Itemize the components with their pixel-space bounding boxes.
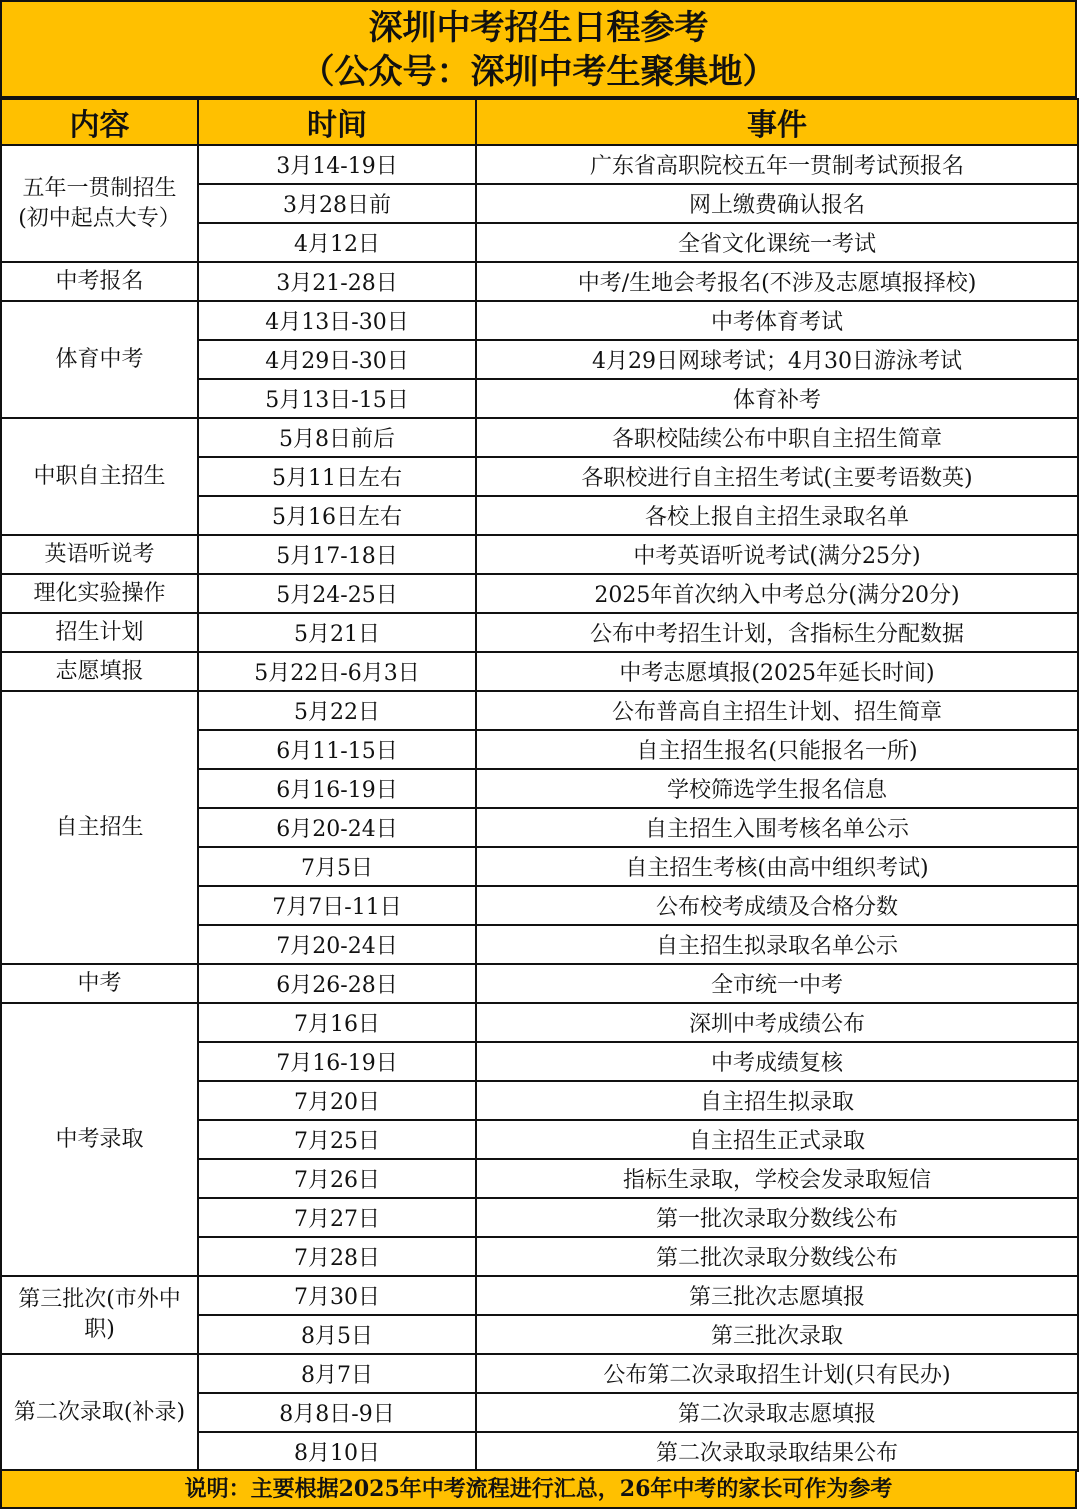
event-cell: 自主招生入围考核名单公示	[476, 808, 1078, 847]
time-cell: 8月7日	[198, 1354, 476, 1393]
time-cell: 7月20-24日	[198, 925, 476, 964]
event-cell: 中考英语听说考试(满分25分)	[476, 535, 1078, 574]
event-cell: 自主招生拟录取	[476, 1081, 1078, 1120]
time-cell: 7月26日	[198, 1159, 476, 1198]
event-cell: 自主招生报名(只能报名一所)	[476, 730, 1078, 769]
event-cell: 中考成绩复核	[476, 1042, 1078, 1081]
event-cell: 全省文化课统一考试	[476, 223, 1078, 262]
time-cell: 6月16-19日	[198, 769, 476, 808]
event-cell: 第二次录取录取结果公布	[476, 1432, 1078, 1471]
time-cell: 8月5日	[198, 1315, 476, 1354]
category-cell: 理化实验操作	[1, 574, 198, 613]
time-cell: 7月16-19日	[198, 1042, 476, 1081]
category-cell: 志愿填报	[1, 652, 198, 691]
time-cell: 7月16日	[198, 1003, 476, 1042]
event-cell: 自主招生正式录取	[476, 1120, 1078, 1159]
footer-note: 说明：主要根据2025年中考流程进行汇总，26年中考的家长可作为参考	[0, 1469, 1077, 1509]
time-cell: 8月8日-9日	[198, 1393, 476, 1432]
table-row	[1, 652, 1078, 691]
time-cell: 8月10日	[198, 1432, 476, 1471]
category-cell: 中职自主招生	[1, 418, 198, 535]
event-cell: 4月29日网球考试；4月30日游泳考试	[476, 340, 1078, 379]
event-cell: 自主招生考核(由高中组织考试)	[476, 847, 1078, 886]
event-cell: 第二次录取志愿填报	[476, 1393, 1078, 1432]
event-cell: 第一批次录取分数线公布	[476, 1198, 1078, 1237]
table-row	[1, 574, 1078, 613]
time-cell: 5月16日左右	[198, 496, 476, 535]
header-event: 事件	[476, 99, 1078, 145]
time-cell: 4月12日	[198, 223, 476, 262]
schedule-body	[1, 145, 1078, 1471]
time-cell: 7月20日	[198, 1081, 476, 1120]
time-cell: 6月20-24日	[198, 808, 476, 847]
time-cell: 7月30日	[198, 1276, 476, 1315]
time-cell: 5月22日-6月3日	[198, 652, 476, 691]
time-cell: 4月13日-30日	[198, 301, 476, 340]
event-cell: 中考体育考试	[476, 301, 1078, 340]
time-cell: 5月22日	[198, 691, 476, 730]
time-cell: 6月26-28日	[198, 964, 476, 1003]
time-cell: 5月24-25日	[198, 574, 476, 613]
category-cell: 中考报名	[1, 262, 198, 301]
time-cell: 7月28日	[198, 1237, 476, 1276]
event-cell: 公布中考招生计划，含指标生分配数据	[476, 613, 1078, 652]
event-cell: 第三批次志愿填报	[476, 1276, 1078, 1315]
event-cell: 中考志愿填报(2025年延长时间)	[476, 652, 1078, 691]
category-cell: 招生计划	[1, 613, 198, 652]
event-cell: 学校筛选学生报名信息	[476, 769, 1078, 808]
time-cell: 3月14-19日	[198, 145, 476, 184]
event-cell: 广东省高职院校五年一贯制考试预报名	[476, 145, 1078, 184]
event-cell: 公布校考成绩及合格分数	[476, 886, 1078, 925]
table-row	[1, 262, 1078, 301]
category-cell: 中考录取	[1, 1003, 198, 1276]
table-row	[1, 418, 1078, 457]
time-cell: 5月11日左右	[198, 457, 476, 496]
category-cell: 五年一贯制招生(初中起点大专）	[1, 145, 198, 262]
event-cell: 指标生录取，学校会发录取短信	[476, 1159, 1078, 1198]
header-content: 内容	[1, 99, 198, 145]
event-cell: 公布第二次录取招生计划(只有民办)	[476, 1354, 1078, 1393]
schedule-table	[0, 98, 1079, 1472]
time-cell: 5月17-18日	[198, 535, 476, 574]
header-row	[1, 99, 1078, 145]
time-cell: 5月8日前后	[198, 418, 476, 457]
header-time: 时间	[198, 99, 476, 145]
category-cell: 自主招生	[1, 691, 198, 964]
table-row	[1, 1354, 1078, 1393]
category-cell: 第二次录取(补录)	[1, 1354, 198, 1471]
time-cell: 3月21-28日	[198, 262, 476, 301]
time-cell: 6月11-15日	[198, 730, 476, 769]
table-row	[1, 535, 1078, 574]
time-cell: 5月13日-15日	[198, 379, 476, 418]
category-cell: 体育中考	[1, 301, 198, 418]
table-row	[1, 613, 1078, 652]
event-cell: 深圳中考成绩公布	[476, 1003, 1078, 1042]
time-cell: 7月25日	[198, 1120, 476, 1159]
time-cell: 7月7日-11日	[198, 886, 476, 925]
time-cell: 5月21日	[198, 613, 476, 652]
page-title: 深圳中考招生日程参考	[368, 8, 709, 48]
time-cell: 7月27日	[198, 1198, 476, 1237]
event-cell: 公布普高自主招生计划、招生简章	[476, 691, 1078, 730]
time-cell: 4月29日-30日	[198, 340, 476, 379]
event-cell: 网上缴费确认报名	[476, 184, 1078, 223]
table-row	[1, 145, 1078, 184]
category-cell: 英语听说考	[1, 535, 198, 574]
event-cell: 中考/生地会考报名(不涉及志愿填报择校)	[476, 262, 1078, 301]
title-banner	[0, 0, 1077, 98]
event-cell: 2025年首次纳入中考总分(满分20分)	[476, 574, 1078, 613]
table-row	[1, 964, 1078, 1003]
event-cell: 各职校陆续公布中职自主招生简章	[476, 418, 1078, 457]
time-cell: 3月28日前	[198, 184, 476, 223]
time-cell: 7月5日	[198, 847, 476, 886]
category-cell: 第三批次(市外中职)	[1, 1276, 198, 1354]
event-cell: 自主招生拟录取名单公示	[476, 925, 1078, 964]
event-cell: 体育补考	[476, 379, 1078, 418]
table-row	[1, 1276, 1078, 1315]
event-cell: 各职校进行自主招生考试(主要考语数英)	[476, 457, 1078, 496]
table-row	[1, 301, 1078, 340]
event-cell: 各校上报自主招生录取名单	[476, 496, 1078, 535]
table-row	[1, 1003, 1078, 1042]
category-cell: 中考	[1, 964, 198, 1003]
page-subtitle: （公众号：深圳中考生聚集地）	[300, 52, 777, 92]
event-cell: 第三批次录取	[476, 1315, 1078, 1354]
table-row	[1, 691, 1078, 730]
event-cell: 第二批次录取分数线公布	[476, 1237, 1078, 1276]
event-cell: 全市统一中考	[476, 964, 1078, 1003]
